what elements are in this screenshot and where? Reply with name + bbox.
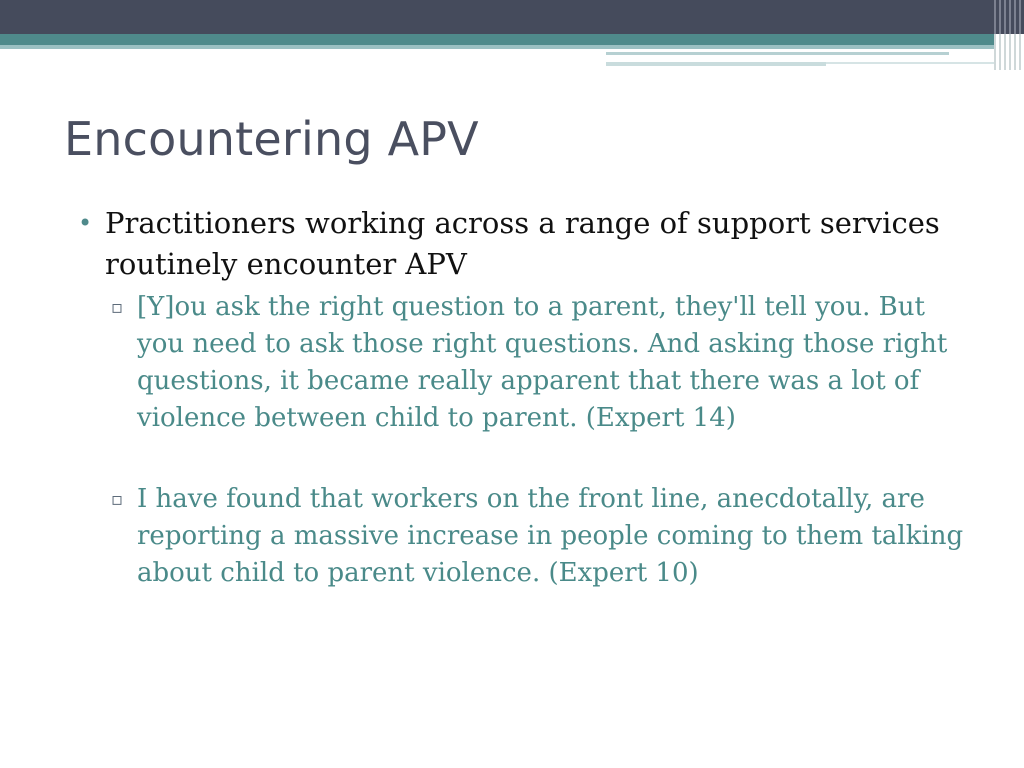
quote-item xyxy=(78,289,967,437)
slide-content xyxy=(78,203,978,592)
quote-text: [Y]ou ask the right question to a parent, they'll tell you. But you need to ask those right questions. And asking those right questions, it became really apparent that there was a lot of violence between child to parent. (Expert 14) xyxy=(137,292,948,433)
header-accent-line xyxy=(606,52,949,55)
header-teal-band xyxy=(0,34,1024,45)
slide-title: Encountering APV xyxy=(64,112,479,166)
header-stripes-dark xyxy=(994,0,1024,34)
bullet-square-icon: ▫ xyxy=(111,489,124,510)
bullet-square-icon: ▫ xyxy=(111,297,124,318)
header-accent-line-3 xyxy=(826,62,996,64)
header-accent-line-2 xyxy=(606,62,826,66)
bullet-dot-icon: • xyxy=(78,209,93,237)
header-bar xyxy=(0,0,1024,34)
main-bullet-point xyxy=(78,203,978,285)
main-point-text: Practitioners working across a range of support services routinely encounter APV xyxy=(105,206,940,281)
quote-item xyxy=(78,481,967,592)
header-light-band xyxy=(0,45,1024,49)
quote-text: I have found that workers on the front line, anecdotally, are reporting a massive increase in people coming to them talking about child to parent violence. (Expert 10) xyxy=(137,484,964,588)
